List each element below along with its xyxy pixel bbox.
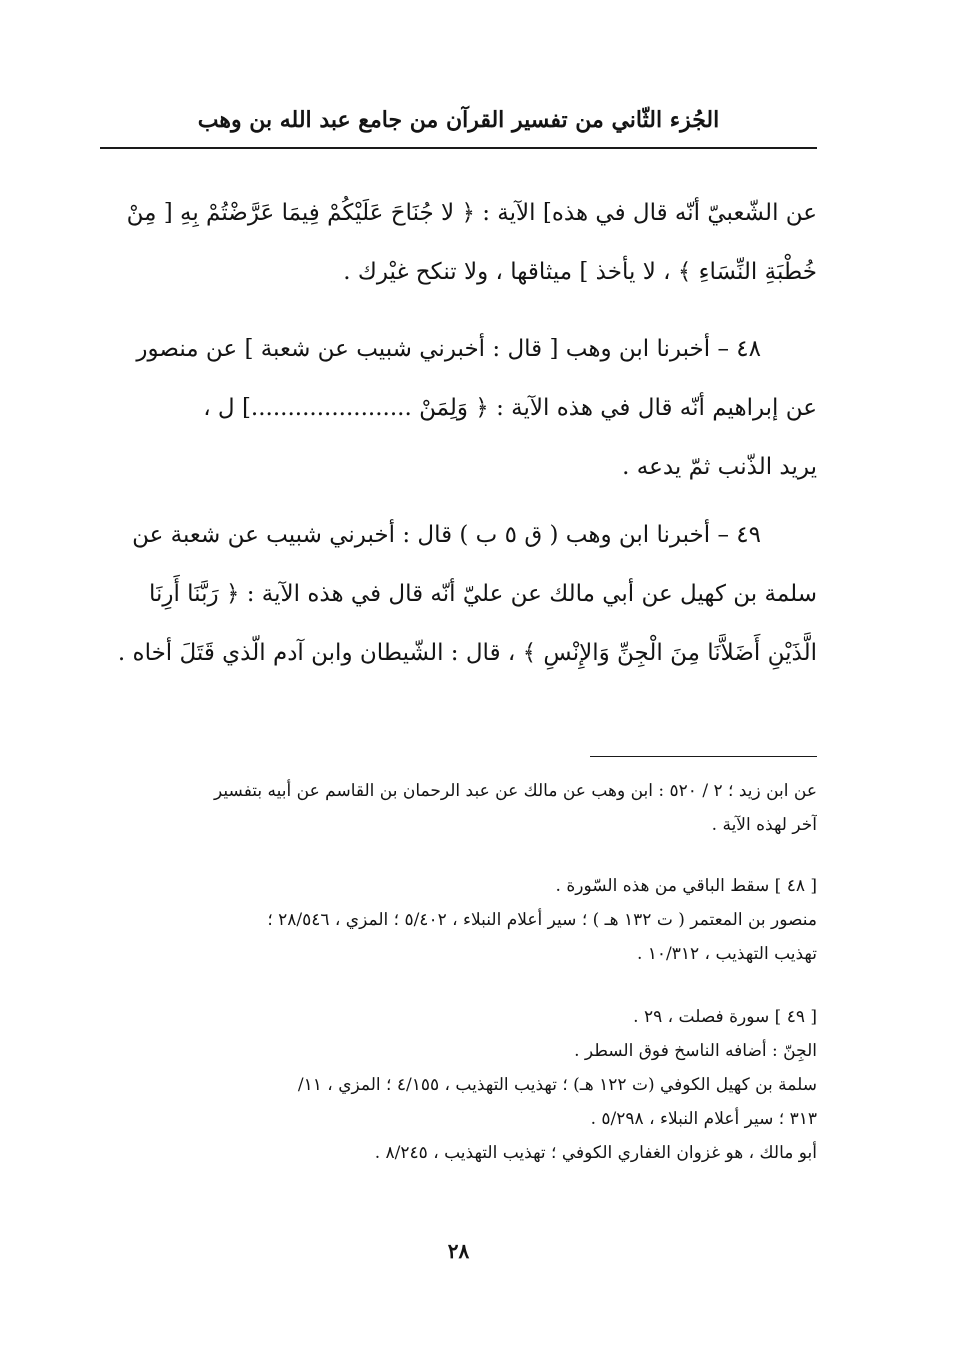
footnote-line: أبو مالك ، هو غزوان الغفاري الكوفي ؛ تهذيب التهذيب ، ٨/٢٤٥ .: [374, 1143, 817, 1163]
footnote-divider: [590, 756, 817, 757]
running-header-title: الجُزء الثّاني من تفسير القرآن من جامع عبد الله بن وهب: [197, 107, 720, 133]
text-line: يريد الذّنب ثمّ يدعه .: [622, 454, 817, 480]
footnote-block-48: [100, 869, 817, 971]
footnote-block-continuation: [100, 774, 817, 842]
page-number: ٢٨: [447, 1239, 470, 1263]
text-line: عن إبراهيم أنّه قال في هذه الآية : ﴿ وَلِمَنْ ......................] ل ،: [203, 395, 817, 421]
footnote-line: منصور بن المعتمر ( ت ١٣٢ هـ ) ؛ سير أعلام النبلاء ، ٥/٤٠٢ ؛ المزي ، ٢٨/٥٤٦ ؛: [267, 910, 817, 930]
footnote-line: [ ٤٩ ] سورة فصلت ، ٢٩ .: [633, 1007, 817, 1027]
footnote-line: [ ٤٨ ] سقط الباقي من هذه السّورة .: [555, 876, 817, 896]
footnote-line: آخر لهذه الآية .: [711, 815, 817, 835]
text-line: ٤٨ – أخبرنا ابن وهب [ قال : أخبرني شبيب عن شعبة ] عن منصور: [136, 336, 761, 362]
footnote-block-49: [100, 1000, 817, 1170]
header-divider: [100, 147, 817, 149]
text-line: الَّذَيْنِ أَضَلاَّنَا مِنَ الْجِنِّ وَالإِنْسِ ﴾ ، قال : الشّيطان وابن آدم الّذي قَتَلَ أخاه .: [117, 640, 817, 666]
paragraph-49: [100, 506, 817, 683]
footnote-line: الجِنّ : أضافه الناسخ فوق السطر .: [574, 1041, 817, 1061]
footnote-line: تهذيب التهذيب ، ١٠/٣١٢ .: [636, 944, 817, 964]
text-line: خُطْبَةِ النِّسَاءِ ﴾ ، لا يأخذ ] ميثاقها ، ولا تنكح غيْرك .: [343, 259, 817, 285]
paragraph-48: [100, 320, 817, 497]
text-line: عن الشّعبيّ أنّه قال في هذه] الآية : ﴿ لا جُنَاحَ عَلَيْكُمْ فِيمَا عَرَّضْتُمْ بِهِ [ مِنْ: [126, 200, 817, 226]
footnote-line: سلمة بن كهيل الكوفي (ت ١٢٢ هـ) ؛ تهذيب التهذيب ، ٤/١٥٥ ؛ المزي ، ١١/: [297, 1075, 817, 1095]
footnote-line: ٣١٣ ؛ سير أعلام النبلاء ، ٥/٢٩٨ .: [590, 1109, 817, 1129]
text-line: سلمة بن كهيل عن أبي مالك عن عليّ أنّه قال في هذه الآية : ﴿ رَبَّنَا أَرِنَا: [148, 581, 817, 607]
paragraph-continuation: [100, 184, 817, 302]
text-line: ٤٩ – أخبرنا ابن وهب ( ق ٥ ب ) قال : أخبرني شبيب عن شعبة عن: [132, 522, 761, 548]
footnote-line: عن ابن زيد ؛ ٢ / ٥٢٠ : ابن وهب عن مالك عن عبد الرحمان بن القاسم عن أبيه بتفسير: [214, 781, 817, 801]
